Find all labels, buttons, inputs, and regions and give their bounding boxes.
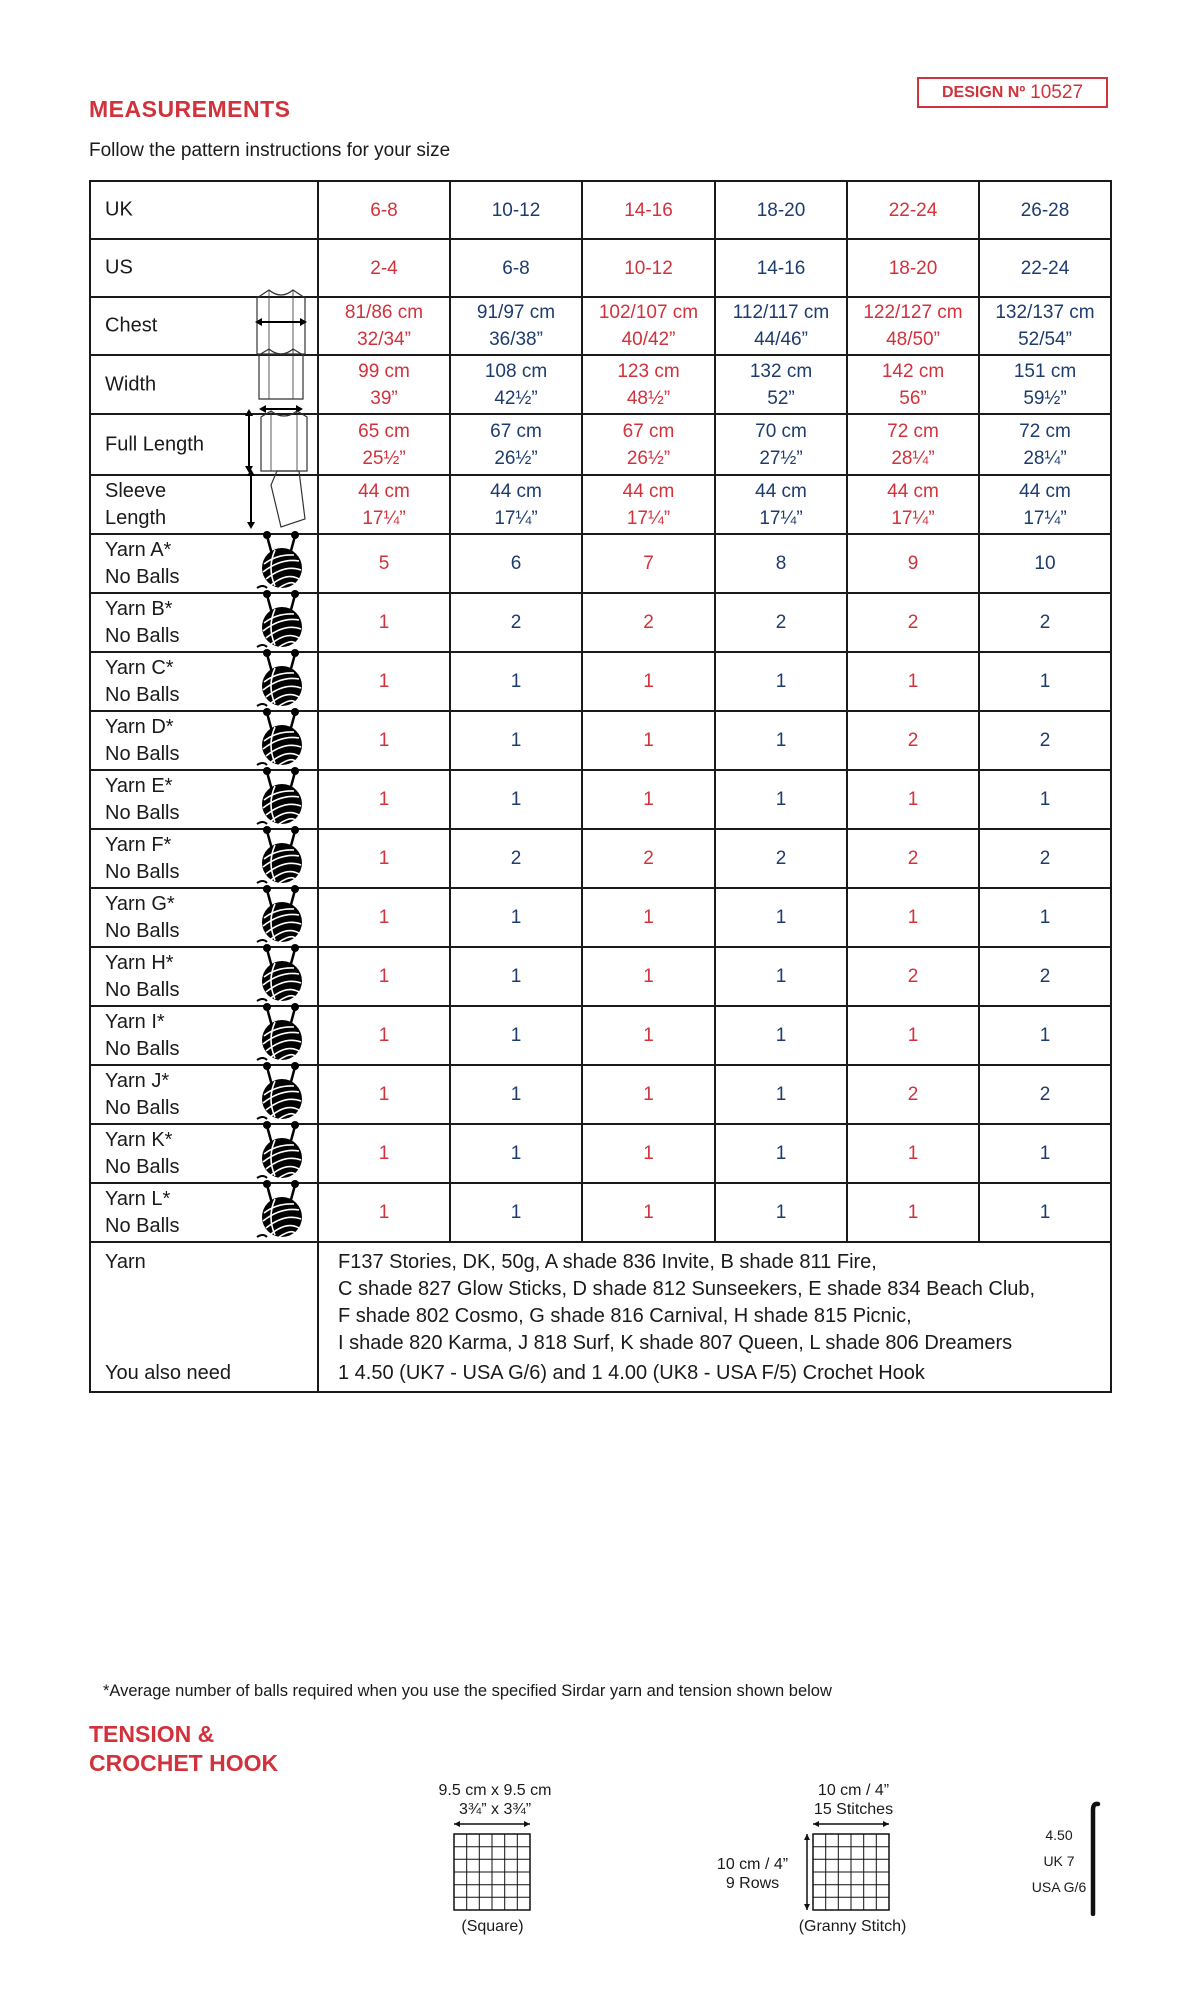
value-cm: 44 cm xyxy=(887,480,939,502)
measurement-cell xyxy=(979,355,1111,414)
value-inches: 25½” xyxy=(362,447,406,469)
yarn-label: Yarn L* xyxy=(105,1187,171,1210)
yarn-row-h xyxy=(90,947,1111,1006)
measurements-table xyxy=(89,180,1112,1393)
size-cell: 18-20 xyxy=(715,181,847,239)
yarn-info-line: I shade 820 Karma, J 818 Surf, K shade 807 Queen, L shade 806 Dreamers xyxy=(338,1332,1013,1354)
no-balls-label: No Balls xyxy=(105,801,180,824)
ball-count-cell: 2 xyxy=(847,711,979,770)
row-label: US xyxy=(105,256,133,279)
value-cm: 44 cm xyxy=(1019,480,1071,502)
ball-count-cell: 1 xyxy=(582,1065,715,1124)
size-cell: 14-16 xyxy=(715,239,847,297)
yarn-row-b xyxy=(90,593,1111,652)
yarn-info-label: Yarn xyxy=(105,1251,146,1273)
no-balls-label: No Balls xyxy=(105,1037,180,1060)
size-cell: 6-8 xyxy=(318,181,450,239)
ball-count-cell: 1 xyxy=(318,947,450,1006)
ball-count-cell: 2 xyxy=(979,1065,1111,1124)
yarn-label: Yarn C* xyxy=(105,656,174,679)
ball-count-cell: 1 xyxy=(318,1065,450,1124)
hook-uk: UK 7 xyxy=(1043,1853,1075,1869)
row-header xyxy=(90,181,318,239)
ball-count-cell: 1 xyxy=(847,888,979,947)
size-cell: 14-16 xyxy=(582,181,715,239)
measurement-cell xyxy=(847,355,979,414)
ball-count-cell: 10 xyxy=(979,534,1111,593)
ball-count-cell: 1 xyxy=(318,593,450,652)
value-cm: 44 cm xyxy=(358,480,410,502)
ball-count-cell: 5 xyxy=(318,534,450,593)
ball-count-cell: 2 xyxy=(979,593,1111,652)
no-balls-label: No Balls xyxy=(105,1096,180,1119)
hook-usa: USA G/6 xyxy=(1031,1879,1087,1895)
measurement-cell xyxy=(450,297,582,355)
size-cell: 26-28 xyxy=(979,181,1111,239)
ball-count-cell: 1 xyxy=(318,711,450,770)
ball-count-cell: 2 xyxy=(979,711,1111,770)
measurement-cell xyxy=(450,475,582,534)
yarn-label: Yarn K* xyxy=(105,1128,173,1151)
row-label: Chest xyxy=(105,314,158,337)
value-inches: 17¼” xyxy=(626,507,671,529)
row-label: Full Length xyxy=(105,433,204,455)
design-number: 10527 xyxy=(1030,81,1084,103)
ball-count-cell: 1 xyxy=(715,1065,847,1124)
yarn-row-d xyxy=(90,711,1111,770)
value-inches: 26½” xyxy=(626,447,671,469)
value-cm: 142 cm xyxy=(881,360,945,382)
ball-count-cell: 1 xyxy=(715,770,847,829)
granny-tension-grid-icon xyxy=(797,1818,892,1918)
value-cm: 67 cm xyxy=(622,420,675,442)
value-cm: 112/117 cm xyxy=(732,302,830,323)
ball-count-cell: 1 xyxy=(450,1006,582,1065)
row-label: Sleeve xyxy=(105,479,167,502)
ball-count-cell: 1 xyxy=(450,1065,582,1124)
value-inches: 48½” xyxy=(626,387,671,409)
ball-count-cell: 1 xyxy=(450,1124,582,1183)
ball-count-cell: 2 xyxy=(847,947,979,1006)
ball-count-cell: 2 xyxy=(847,829,979,888)
value-inches: 39” xyxy=(370,387,398,409)
granny-height: 10 cm / 4” xyxy=(716,1856,789,1873)
footnote: *Average number of balls required when you use the specified Sirdar yarn and tension shown below xyxy=(103,1682,832,1700)
ball-count-cell: 8 xyxy=(715,534,847,593)
row-header xyxy=(90,829,318,888)
yarn-row-f xyxy=(90,829,1111,888)
crochet-hook-icon xyxy=(1083,1800,1103,1916)
yarn-label: Yarn J* xyxy=(105,1069,170,1092)
yarn-row-e xyxy=(90,770,1111,829)
ball-count-cell: 1 xyxy=(715,1006,847,1065)
measurement-cell xyxy=(715,475,847,534)
value-inches: 42½” xyxy=(494,387,538,409)
measurement-cell xyxy=(715,297,847,355)
granny-width: 10 cm / 4” xyxy=(817,1782,890,1799)
ball-count-cell: 1 xyxy=(715,1183,847,1242)
ball-count-cell: 1 xyxy=(979,1124,1111,1183)
measurement-cell xyxy=(582,297,715,355)
ball-count-cell: 1 xyxy=(582,1006,715,1065)
measurement-cell xyxy=(715,355,847,414)
row-header xyxy=(90,888,318,947)
measurement-cell xyxy=(582,355,715,414)
also-need-value: 1 4.50 (UK7 - USA G/6) and 1 4.00 (UK8 - USA F/5) Crochet Hook xyxy=(338,1362,925,1384)
size-cell: 2-4 xyxy=(318,239,450,297)
no-balls-label: No Balls xyxy=(105,860,180,883)
granny-rows: 9 Rows xyxy=(725,1875,780,1892)
ball-count-cell: 1 xyxy=(318,652,450,711)
value-cm: 67 cm xyxy=(490,420,542,442)
size-cell: 22-24 xyxy=(847,181,979,239)
ball-count-cell: 1 xyxy=(450,652,582,711)
ball-count-cell: 1 xyxy=(715,888,847,947)
ball-count-cell: 1 xyxy=(318,829,450,888)
value-cm: 151 cm xyxy=(1013,360,1077,382)
value-inches: 40/42” xyxy=(621,329,676,350)
ball-count-cell: 1 xyxy=(450,770,582,829)
measurement-cell xyxy=(715,414,847,475)
measurement-cell xyxy=(847,475,979,534)
yarn-label: Yarn B* xyxy=(105,597,173,620)
ball-count-cell: 2 xyxy=(847,593,979,652)
yarn-info-line: F137 Stories, DK, 50g, A shade 836 Invite, B shade 811 Fire, xyxy=(338,1251,877,1273)
ball-count-cell: 2 xyxy=(847,1065,979,1124)
no-balls-label: No Balls xyxy=(105,1155,180,1178)
row-label: Width xyxy=(105,373,157,395)
yarn-label: Yarn F* xyxy=(105,833,172,856)
ball-count-cell: 1 xyxy=(582,770,715,829)
tension-heading xyxy=(89,1720,278,1778)
yarn-row-c xyxy=(90,652,1111,711)
value-cm: 72 cm xyxy=(1019,420,1071,442)
ball-count-cell: 2 xyxy=(715,829,847,888)
ball-count-cell: 1 xyxy=(450,1183,582,1242)
no-balls-label: No Balls xyxy=(105,919,180,942)
measurement-cell xyxy=(979,297,1111,355)
ball-count-cell: 1 xyxy=(715,947,847,1006)
ball-count-cell: 2 xyxy=(715,593,847,652)
value-inches: 44/46” xyxy=(754,329,808,350)
tension-heading-line: CROCHET HOOK xyxy=(89,1750,279,1776)
no-balls-label: No Balls xyxy=(105,1214,180,1237)
size-cell: 18-20 xyxy=(847,239,979,297)
yarn-label: Yarn G* xyxy=(105,892,175,915)
yarn-row-j xyxy=(90,1065,1111,1124)
ball-count-cell: 2 xyxy=(582,829,715,888)
value-inches: 17¼” xyxy=(1023,507,1067,529)
ball-count-cell: 9 xyxy=(847,534,979,593)
row-label: UK xyxy=(105,198,133,221)
measurement-cell xyxy=(847,297,979,355)
value-cm: 81/86 cm xyxy=(344,302,424,323)
row-header xyxy=(90,1065,318,1124)
size-row-uk xyxy=(90,181,1111,239)
ball-count-cell: 1 xyxy=(979,1006,1111,1065)
yarn-info-header-cell xyxy=(90,1242,318,1392)
measurement-cell xyxy=(979,414,1111,475)
granny-stitches: 15 Stitches xyxy=(813,1801,894,1818)
ball-count-cell: 1 xyxy=(582,711,715,770)
ball-count-cell: 1 xyxy=(979,770,1111,829)
value-inches: 36/38” xyxy=(489,329,543,350)
ball-count-cell: 1 xyxy=(450,711,582,770)
value-cm: 123 cm xyxy=(617,360,680,382)
ball-count-cell: 2 xyxy=(450,593,582,652)
ball-count-cell: 1 xyxy=(715,1124,847,1183)
row-label: Length xyxy=(105,506,167,529)
square-caption: (Square) xyxy=(461,1918,524,1935)
row-header xyxy=(90,947,318,1006)
value-cm: 108 cm xyxy=(484,360,548,382)
measurement-row-sleeve-length xyxy=(90,475,1111,534)
hook-size: 4.50 xyxy=(1045,1827,1073,1843)
value-inches: 17¼” xyxy=(891,507,935,529)
ball-count-cell: 1 xyxy=(979,888,1111,947)
ball-count-cell: 2 xyxy=(582,593,715,652)
measurement-row-chest xyxy=(90,297,1111,355)
value-inches: 32/34” xyxy=(357,329,411,350)
value-inches: 48/50” xyxy=(886,329,940,350)
value-cm: 44 cm xyxy=(490,480,542,502)
ball-count-cell: 1 xyxy=(318,1124,450,1183)
ball-count-cell: 1 xyxy=(318,1183,450,1242)
yarn-info-line: C shade 827 Glow Sticks, D shade 812 Sunseekers, E shade 834 Beach Club, xyxy=(338,1278,1036,1300)
no-balls-label: No Balls xyxy=(105,683,180,706)
measurement-cell xyxy=(318,475,450,534)
yarn-label: Yarn H* xyxy=(105,951,174,974)
granny-rows-text xyxy=(700,1855,805,1893)
ball-count-cell: 1 xyxy=(715,711,847,770)
value-inches: 17¼” xyxy=(759,507,803,529)
ball-count-cell: 1 xyxy=(715,652,847,711)
value-cm: 72 cm xyxy=(887,420,939,442)
instruction-text: Follow the pattern instructions for your size xyxy=(89,140,451,161)
value-inches: 28¼” xyxy=(1023,447,1067,469)
ball-count-cell: 1 xyxy=(318,1006,450,1065)
also-need-label: You also need xyxy=(105,1362,232,1384)
ball-count-cell: 7 xyxy=(582,534,715,593)
ball-count-cell: 1 xyxy=(450,888,582,947)
ball-count-cell: 1 xyxy=(847,1006,979,1065)
value-inches: 27½” xyxy=(759,447,803,469)
page-title: MEASUREMENTS xyxy=(89,96,291,122)
row-header xyxy=(90,1124,318,1183)
ball-count-cell: 1 xyxy=(979,652,1111,711)
yarn-ball-icon xyxy=(253,1177,311,1249)
size-cell: 22-24 xyxy=(979,239,1111,297)
yarn-label: Yarn D* xyxy=(105,715,174,738)
square-size-text xyxy=(420,1781,570,1819)
yarn-row-g xyxy=(90,888,1111,947)
measurement-cell xyxy=(847,414,979,475)
measurement-cell xyxy=(318,297,450,355)
value-inches: 52” xyxy=(767,387,795,409)
value-inches: 52/54” xyxy=(1018,329,1072,350)
value-cm: 99 cm xyxy=(358,360,410,382)
ball-count-cell: 2 xyxy=(979,829,1111,888)
value-inches: 17¼” xyxy=(362,507,406,529)
measurement-cell xyxy=(318,355,450,414)
ball-count-cell: 1 xyxy=(582,1183,715,1242)
yarn-label: Yarn A* xyxy=(105,538,172,561)
square-size-in: 3¾” x 3¾” xyxy=(458,1801,532,1818)
value-cm: 132 cm xyxy=(749,360,813,382)
row-header xyxy=(90,1006,318,1065)
row-header xyxy=(90,593,318,652)
ball-count-cell: 1 xyxy=(847,652,979,711)
measurement-cell xyxy=(979,475,1111,534)
value-cm: 122/127 cm xyxy=(863,302,963,323)
measurement-cell xyxy=(450,355,582,414)
ball-count-cell: 1 xyxy=(318,770,450,829)
ball-count-cell: 1 xyxy=(847,770,979,829)
no-balls-label: No Balls xyxy=(105,624,180,647)
ball-count-cell: 1 xyxy=(318,888,450,947)
yarn-info-row xyxy=(90,1242,1111,1392)
ball-count-cell: 2 xyxy=(979,947,1111,1006)
measurement-cell xyxy=(318,414,450,475)
ball-count-cell: 6 xyxy=(450,534,582,593)
yarn-info-cell xyxy=(318,1242,1111,1392)
yarn-row-a xyxy=(90,534,1111,593)
no-balls-label: No Balls xyxy=(105,565,180,588)
ball-count-cell: 1 xyxy=(847,1124,979,1183)
size-cell: 10-12 xyxy=(450,181,582,239)
yarn-info-line: F shade 802 Cosmo, G shade 816 Carnival, H shade 815 Picnic, xyxy=(338,1305,912,1327)
no-balls-label: No Balls xyxy=(105,742,180,765)
size-cell: 6-8 xyxy=(450,239,582,297)
design-label: DESIGN Nº xyxy=(941,83,1026,101)
ball-count-cell: 1 xyxy=(979,1183,1111,1242)
ball-count-cell: 1 xyxy=(582,888,715,947)
value-inches: 56” xyxy=(899,387,927,409)
row-header xyxy=(90,652,318,711)
square-tension-grid-icon xyxy=(448,1818,536,1918)
value-cm: 70 cm xyxy=(755,420,807,442)
value-inches: 59½” xyxy=(1023,387,1067,409)
size-row-us xyxy=(90,239,1111,297)
row-header xyxy=(90,534,318,593)
granny-stitches-text xyxy=(781,1781,926,1819)
ball-count-cell: 1 xyxy=(582,947,715,1006)
measurements-table-body xyxy=(90,181,1111,1392)
value-inches: 17¼” xyxy=(494,507,538,529)
ball-count-cell: 1 xyxy=(582,1124,715,1183)
value-cm: 132/137 cm xyxy=(995,302,1095,323)
value-cm: 44 cm xyxy=(622,480,675,502)
value-inches: 28¼” xyxy=(891,447,935,469)
ball-count-cell: 1 xyxy=(847,1183,979,1242)
measurement-cell xyxy=(450,414,582,475)
ball-count-cell: 2 xyxy=(450,829,582,888)
square-size-cm: 9.5 cm x 9.5 cm xyxy=(438,1782,552,1799)
value-cm: 65 cm xyxy=(358,420,410,442)
row-header xyxy=(90,711,318,770)
no-balls-label: No Balls xyxy=(105,978,180,1001)
yarn-row-i xyxy=(90,1006,1111,1065)
ball-count-cell: 1 xyxy=(582,652,715,711)
measurement-cell xyxy=(582,414,715,475)
measurement-cell xyxy=(582,475,715,534)
ball-count-cell: 1 xyxy=(450,947,582,1006)
yarn-row-k xyxy=(90,1124,1111,1183)
row-header xyxy=(90,1183,318,1242)
value-cm: 102/107 cm xyxy=(598,302,699,323)
row-header xyxy=(90,475,318,534)
granny-caption: (Granny Stitch) xyxy=(798,1918,907,1935)
value-cm: 91/97 cm xyxy=(476,302,556,323)
yarn-label: Yarn E* xyxy=(105,774,173,797)
size-cell: 10-12 xyxy=(582,239,715,297)
row-header xyxy=(90,770,318,829)
yarn-row-l xyxy=(90,1183,1111,1242)
yarn-label: Yarn I* xyxy=(105,1010,165,1033)
design-number-box xyxy=(917,77,1108,108)
value-inches: 26½” xyxy=(494,447,538,469)
tension-heading-line: TENSION & xyxy=(89,1721,215,1747)
value-cm: 44 cm xyxy=(755,480,807,502)
